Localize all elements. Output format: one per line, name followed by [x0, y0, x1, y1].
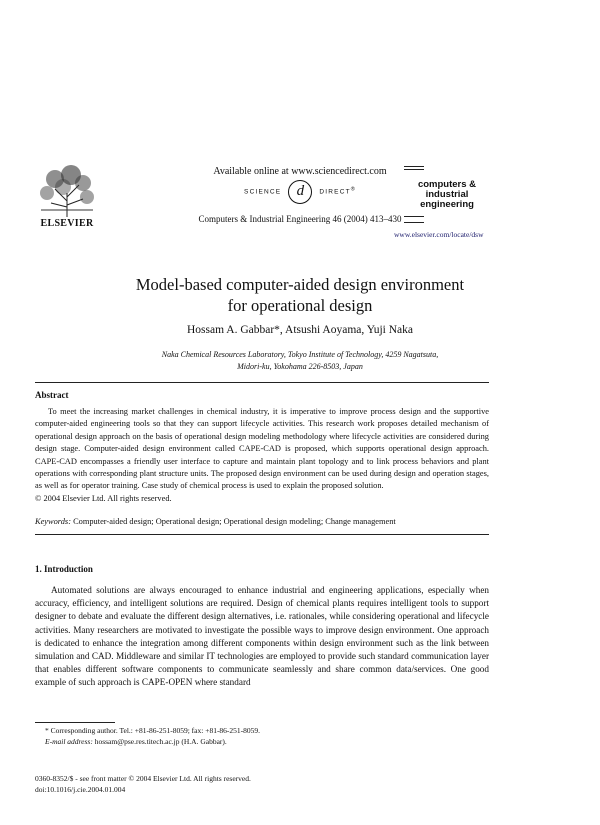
- publisher-logo-text: ELSEVIER: [40, 218, 94, 229]
- title-line-2: for operational design: [227, 296, 373, 315]
- available-online-text: Available online at www.sciencedirect.com: [213, 166, 387, 177]
- abstract-copyright: © 2004 Elsevier Ltd. All rights reserved.: [35, 493, 172, 503]
- affiliation-line-2: Midori-ku, Yokohama 226-8503, Japan: [237, 362, 363, 371]
- footnote-corresponding: [35, 726, 489, 747]
- journal-cover-title-line-1: computers &: [417, 179, 477, 190]
- journal-cover-title-line-2: industrial: [425, 189, 469, 200]
- affiliation-line-1: Naka Chemical Resources Laboratory, Tokyo Institute of Technology, 4259 Nagatsuta,: [161, 350, 439, 359]
- elsevier-tree-icon: [37, 163, 97, 219]
- keywords-line: [35, 517, 489, 526]
- header-divider: [35, 382, 489, 383]
- keywords-list: Computer-aided design; Operational design; Operational design modeling; Change management: [73, 517, 396, 526]
- email-address: hossam@pse.res.titech.ac.jp (H.A. Gabbar).: [94, 736, 227, 746]
- footnote-divider: [35, 722, 115, 723]
- doi-line: doi:10.1016/j.cie.2004.01.004: [35, 784, 126, 794]
- journal-cover-logo: [404, 166, 490, 228]
- journal-cover-title-line-3: engineering: [420, 199, 474, 210]
- email-label: E-mail address:: [45, 736, 93, 746]
- journal-cover-title: [404, 180, 490, 210]
- corresponding-author-note: * Corresponding author. Tel.: +81-86-251-8059; fax: +81-86-251-8059.: [45, 726, 261, 735]
- email-note: [35, 737, 489, 748]
- sciencedirect-logo: [180, 180, 420, 204]
- introduction-paragraph: Automated solutions are always encouraged to enhance industrial and engineering applications, especially when accuracy, efficiency, and intelligent solutions are required. Design of chemical plants requires intelligent tools to support designer to debate and evaluate the different design alternatives, i.e. rationales, while considering operational and lifecycle activities. Many researchers are motivated to investigate the possible ways to improve design environment. One approach is dedicated to enhance the integration among different components within design environment such as the link between simulation and CAD. Middleware and similar IT technologies are employed to provide such standard communication layer that enables different software components to communicate seamlessly and share common data/services. One good example of such approach is CAPE-OPEN where standard: [35, 585, 489, 688]
- abstract-body: [35, 406, 489, 505]
- sciencedirect-at-icon: d: [288, 180, 312, 204]
- journal-url-link[interactable]: www.elsevier.com/locate/dsw: [394, 230, 484, 239]
- article-identifiers: [35, 774, 335, 795]
- abstract-divider: [35, 534, 489, 535]
- article-authors: Hossam A. Gabbar*, Atsushi Aoyama, Yuji Naka: [186, 324, 414, 336]
- title-line-1: Model-based computer-aided design environment: [135, 275, 465, 294]
- author-affiliation: [60, 349, 540, 373]
- section-heading-introduction: 1. Introduction: [35, 564, 93, 574]
- issn-line: 0360-8352/$ - see front matter © 2004 Elsevier Ltd. All rights reserved.: [35, 774, 251, 783]
- sciencedirect-left: SCIENCE: [244, 188, 282, 196]
- sciencedirect-right: DIRECT: [319, 188, 351, 196]
- keywords-label: Keywords:: [35, 517, 71, 526]
- article-title: [60, 274, 540, 316]
- abstract-text: To meet the increasing market challenges in chemical industry, it is imperative to improve process design and the supportive computer-aided engineering tools so that they can support lifecycle activities. This research work proposes detailed mechanism of operational design approach on the basis of operational design modeling methodology where lifecycle activities are considered during design stage. Computer-aided design environment called CAPE-CAD is proposed, which supports operational design approach. CAPE-CAD encompasses a friendly user interface to capture and maintain plant topology and to link process behaviors and plant operations with corresponding plant structure units. The proposed design environment can be used during design and operation stages, as well as for operator training. Case study of chemical process is used to explain the proposed solution.: [35, 407, 489, 491]
- abstract-heading: Abstract: [35, 390, 69, 400]
- sciencedirect-mark: ®: [350, 186, 356, 193]
- journal-reference: Computers & Industrial Engineering 46 (2004) 413–430: [198, 214, 402, 224]
